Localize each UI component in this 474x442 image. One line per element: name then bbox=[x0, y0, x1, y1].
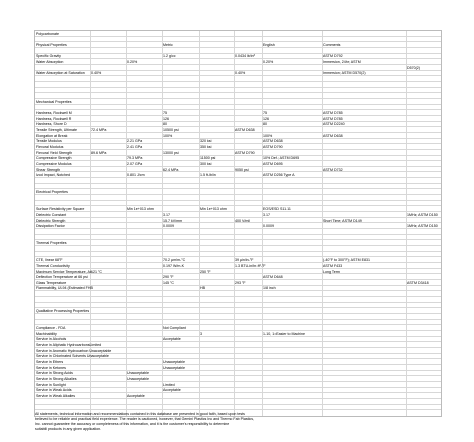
table-cell[interactable]: 62.4 MPa bbox=[163, 167, 179, 172]
table-cell[interactable]: 300 ksi bbox=[200, 161, 212, 166]
table-cell[interactable]: 2.41 GPa bbox=[127, 144, 143, 149]
table-cell[interactable]: Deflection Temperature at 66 psi bbox=[36, 275, 88, 280]
table-cell[interactable]: 2.07 GPa bbox=[127, 161, 143, 166]
table-cell[interactable]: Service in Strong Alkalies bbox=[36, 377, 77, 382]
table-cell[interactable]: 75 bbox=[163, 111, 167, 116]
table-cell[interactable]: Acceptable bbox=[163, 388, 181, 393]
table-cell[interactable]: Service in Weak Alkalies bbox=[36, 394, 76, 399]
table-cell[interactable]: Dielectric Constant bbox=[36, 212, 67, 217]
disclaimer-line: All statements, technical information and recommendations contained in this database are presented in good faith, based upon tests bbox=[35, 412, 245, 416]
table-cell[interactable]: 72.4 MPa bbox=[91, 128, 107, 133]
table-cell[interactable]: Comments bbox=[323, 43, 341, 48]
table-cell[interactable]: EOS/ESD S11.11 bbox=[263, 207, 291, 212]
table-cell[interactable]: 0.20% bbox=[127, 60, 138, 65]
table-cell[interactable]: 320 ksi bbox=[200, 139, 212, 144]
table-cell[interactable]: 11500 psi bbox=[200, 156, 216, 161]
table-cell[interactable]: 75 bbox=[263, 111, 267, 116]
table-cell[interactable]: 290 °F bbox=[163, 275, 174, 280]
table-cell[interactable]: Mechanical Properties bbox=[36, 99, 72, 104]
table-cell[interactable]: 1MHz; ASTM D150 bbox=[407, 224, 438, 229]
table-cell[interactable]: 1/8 inch bbox=[263, 286, 276, 291]
table-cell[interactable]: Unacceptable bbox=[163, 360, 185, 365]
table-cell[interactable]: ASTM D790 bbox=[235, 150, 255, 155]
table-cell[interactable]: 0.801 J/cm bbox=[127, 173, 145, 178]
table-cell[interactable]: HB bbox=[200, 286, 205, 291]
table-cell[interactable]: Service in Alcohols bbox=[36, 337, 67, 342]
table-cell[interactable]: 1.3 BTU-in/hr-ft²-°F bbox=[235, 263, 266, 268]
table-cell[interactable]: 121 °C bbox=[91, 269, 103, 274]
table-cell[interactable]: 0.0009 bbox=[163, 224, 174, 229]
table-cell[interactable]: Service in Aliphatic HydrocarbonsLimited bbox=[36, 343, 102, 348]
table-cell[interactable]: Specific Gravity bbox=[36, 54, 61, 59]
table-cell[interactable]: Tensile Modulus bbox=[36, 139, 62, 144]
table-cell[interactable]: 400 V/mil bbox=[235, 218, 250, 223]
table-cell[interactable]: Immersion; ASTM D570(2) bbox=[323, 71, 366, 76]
table-cell[interactable]: 80 bbox=[163, 122, 167, 127]
table-cell[interactable]: Polycarbonate bbox=[36, 31, 59, 36]
table-cell[interactable]: Acceptable bbox=[163, 337, 181, 342]
table-cell[interactable]: 0.0434 lb/in³ bbox=[235, 54, 255, 59]
table-cell[interactable]: 350 ksi bbox=[200, 144, 212, 149]
disclaimer-line: believed to be reliable and practical field experience. The reader is cautioned, however, that Gemini Plastics Inc and Thermo Fab Plastics, bbox=[35, 417, 255, 421]
table-cell[interactable]: 13000 psi bbox=[163, 150, 179, 155]
table-cell[interactable]: Hardness, Rockwell M bbox=[36, 111, 72, 116]
table-cell[interactable]: 10% Def.; ASTM D695 bbox=[263, 156, 300, 161]
table-cell[interactable]: CTE, linear 68°F bbox=[36, 258, 63, 263]
table-cell[interactable]: ASTM D695 bbox=[263, 161, 283, 166]
table-cell[interactable]: 1.5 ft-lb/in bbox=[200, 173, 216, 178]
table-cell[interactable]: ASTM D648 bbox=[263, 275, 283, 280]
table-cell[interactable]: 39 µin/in-°F bbox=[235, 258, 254, 263]
table-cell[interactable]: Min 1e+013 ohm bbox=[200, 207, 227, 212]
table-cell[interactable]: ASTM D638 bbox=[235, 128, 255, 133]
table-cell[interactable]: Immersion, 24hr; ASTM bbox=[323, 60, 361, 65]
table-cell[interactable]: ASTM D256 Type A bbox=[263, 173, 295, 178]
table-cell[interactable]: Service in Aromatic Hydrocarbon Unacceptable bbox=[36, 348, 112, 353]
table-cell[interactable]: 79.3 MPa bbox=[127, 156, 143, 161]
disclaimer-line: suitabili products in any given application. bbox=[35, 427, 102, 431]
table-cell[interactable]: Unacceptable bbox=[163, 365, 185, 370]
table-cell[interactable]: ASTM D3418 bbox=[407, 280, 429, 285]
table-cell[interactable]: ASTM D792 bbox=[323, 54, 343, 59]
table-cell[interactable]: 0.40% bbox=[91, 71, 102, 76]
table-cell[interactable]: Unacceptable bbox=[127, 377, 149, 382]
table-cell[interactable]: Izod Impact, Notched bbox=[36, 173, 70, 178]
table-cell[interactable]: 1.2 g/cc bbox=[163, 54, 176, 59]
table-cell[interactable]: ASTM D785 bbox=[323, 111, 343, 116]
table-cell[interactable]: 250 °F bbox=[200, 269, 211, 274]
table-cell[interactable]: 70.2 µm/m-°C bbox=[163, 258, 186, 263]
table-cell[interactable]: 1-10, 1=Easier to Machine bbox=[263, 331, 306, 336]
table-cell[interactable]: Thermal Properties bbox=[36, 241, 67, 246]
table-cell[interactable]: 126 bbox=[163, 116, 169, 121]
table-cell[interactable]: Tensile Strength, Ultimate bbox=[36, 128, 77, 133]
table-cell[interactable]: Compressive Modulus bbox=[36, 161, 72, 166]
table-cell[interactable]: 2.21 GPa bbox=[127, 139, 143, 144]
table-cell[interactable]: Glass Temperature bbox=[36, 280, 67, 285]
table-cell[interactable]: Service in Weak Acids bbox=[36, 388, 72, 393]
spreadsheet bbox=[34, 30, 442, 417]
table-cell[interactable]: Service in Ethers bbox=[36, 360, 64, 365]
table-cell[interactable]: English bbox=[263, 43, 275, 48]
table-cell[interactable]: 0.197 W/m-K bbox=[163, 263, 184, 268]
table-cell[interactable]: 3.17 bbox=[163, 212, 170, 217]
table-cell[interactable]: 15.7 kV/mm bbox=[163, 218, 183, 223]
table-cell[interactable]: Acceptable bbox=[127, 394, 145, 399]
table-cell[interactable]: D570(2) bbox=[407, 65, 420, 70]
table-cell[interactable]: Electrical Properties bbox=[36, 190, 68, 195]
table-cell[interactable]: Shear Strength bbox=[36, 167, 61, 172]
table-cell[interactable]: Unacceptable bbox=[127, 371, 149, 376]
table-cell[interactable]: 100% bbox=[263, 133, 273, 138]
table-cell[interactable]: 80 bbox=[263, 122, 267, 127]
table-cell[interactable]: Flammability, UL94 (Estimated FHB bbox=[36, 286, 93, 291]
table-cell[interactable]: Hardness, Shore D bbox=[36, 122, 67, 127]
table-cell[interactable]: 0.40% bbox=[235, 71, 246, 76]
table-cell[interactable]: Service in Sunlight bbox=[36, 382, 66, 387]
table-cell[interactable]: ASTM D785 bbox=[323, 116, 343, 121]
table-cell[interactable]: 89.6 MPa bbox=[91, 150, 107, 155]
table-cell[interactable]: Short Time; ASTM D149 bbox=[323, 218, 362, 223]
table-cell[interactable]: Dielectric Strength bbox=[36, 218, 66, 223]
table-cell[interactable]: 1MHz; ASTM D150 bbox=[407, 212, 438, 217]
table-cell[interactable]: 0.20% bbox=[263, 60, 274, 65]
table-cell[interactable]: Dissipation Factor bbox=[36, 224, 65, 229]
table-cell[interactable]: ASTM D732 bbox=[323, 167, 343, 172]
table-cell[interactable]: Maximum Service Temperature, Air bbox=[36, 269, 92, 274]
table-cell[interactable]: ASTM D638 bbox=[323, 133, 343, 138]
table-cell[interactable]: 0.0009 bbox=[263, 224, 274, 229]
table-cell[interactable]: Long Term bbox=[323, 269, 340, 274]
table-cell[interactable]: Elongation at Break bbox=[36, 133, 68, 138]
table-cell[interactable]: 3 bbox=[200, 331, 202, 336]
table-cell[interactable]: 293 °F bbox=[235, 280, 246, 285]
table-cell[interactable]: Surface Resistivity per Square bbox=[36, 207, 85, 212]
table-cell[interactable]: Water Absorption at Saturation bbox=[36, 71, 85, 76]
table-cell[interactable]: Flexural Yield Strength bbox=[36, 150, 73, 155]
table-cell[interactable]: ASTM D638 bbox=[263, 139, 283, 144]
table-cell[interactable]: Service in Ketones bbox=[36, 365, 66, 370]
table-cell[interactable]: ASTM F433 bbox=[323, 263, 343, 268]
table-cell[interactable]: Thermal Conductivity bbox=[36, 263, 70, 268]
table-cell[interactable]: 126 bbox=[263, 116, 269, 121]
table-cell[interactable]: Service in Chlorinated Solvents Unacceptable bbox=[36, 354, 109, 359]
table-cell[interactable]: (-40°F to 300°F); ASTM E831 bbox=[323, 258, 371, 263]
table-cell[interactable]: Hardness, Rockwell R bbox=[36, 116, 72, 121]
table-cell[interactable]: Limited bbox=[163, 382, 175, 387]
table-cell[interactable]: 3.17 bbox=[263, 212, 270, 217]
table-cell[interactable]: Service in Strong Acids bbox=[36, 371, 73, 376]
table-cell[interactable]: ASTM D790 bbox=[263, 144, 283, 149]
table-cell[interactable]: ASTM D2240 bbox=[323, 122, 345, 127]
table-cell[interactable]: Flexural Modulus bbox=[36, 144, 64, 149]
table-row bbox=[35, 405, 441, 411]
table-cell[interactable]: Water Absorption bbox=[36, 60, 64, 65]
table-cell[interactable]: Not Compliant bbox=[163, 326, 186, 331]
table-cell[interactable]: 9050 psi bbox=[235, 167, 249, 172]
table-cell[interactable]: Qualitative Processing Properties bbox=[36, 309, 90, 314]
table-cell[interactable]: Physical Properties bbox=[36, 43, 67, 48]
table-cell[interactable]: Compliance - FDA bbox=[36, 326, 66, 331]
table-cell[interactable]: 100% bbox=[163, 133, 173, 138]
table-cell[interactable]: Min 1e+013 ohm bbox=[127, 207, 154, 212]
table-cell[interactable]: 10500 psi bbox=[163, 128, 179, 133]
table-cell[interactable]: Metric bbox=[163, 43, 173, 48]
disclaimer-line: Inc. cannot guarantee the accuracy or completeness of this information, and it is the customer's responsibility to determine bbox=[35, 422, 230, 426]
table-cell[interactable]: 145 °C bbox=[163, 280, 175, 285]
table-cell[interactable]: Compressive Strength bbox=[36, 156, 72, 161]
table-cell[interactable]: Machinability bbox=[36, 331, 57, 336]
